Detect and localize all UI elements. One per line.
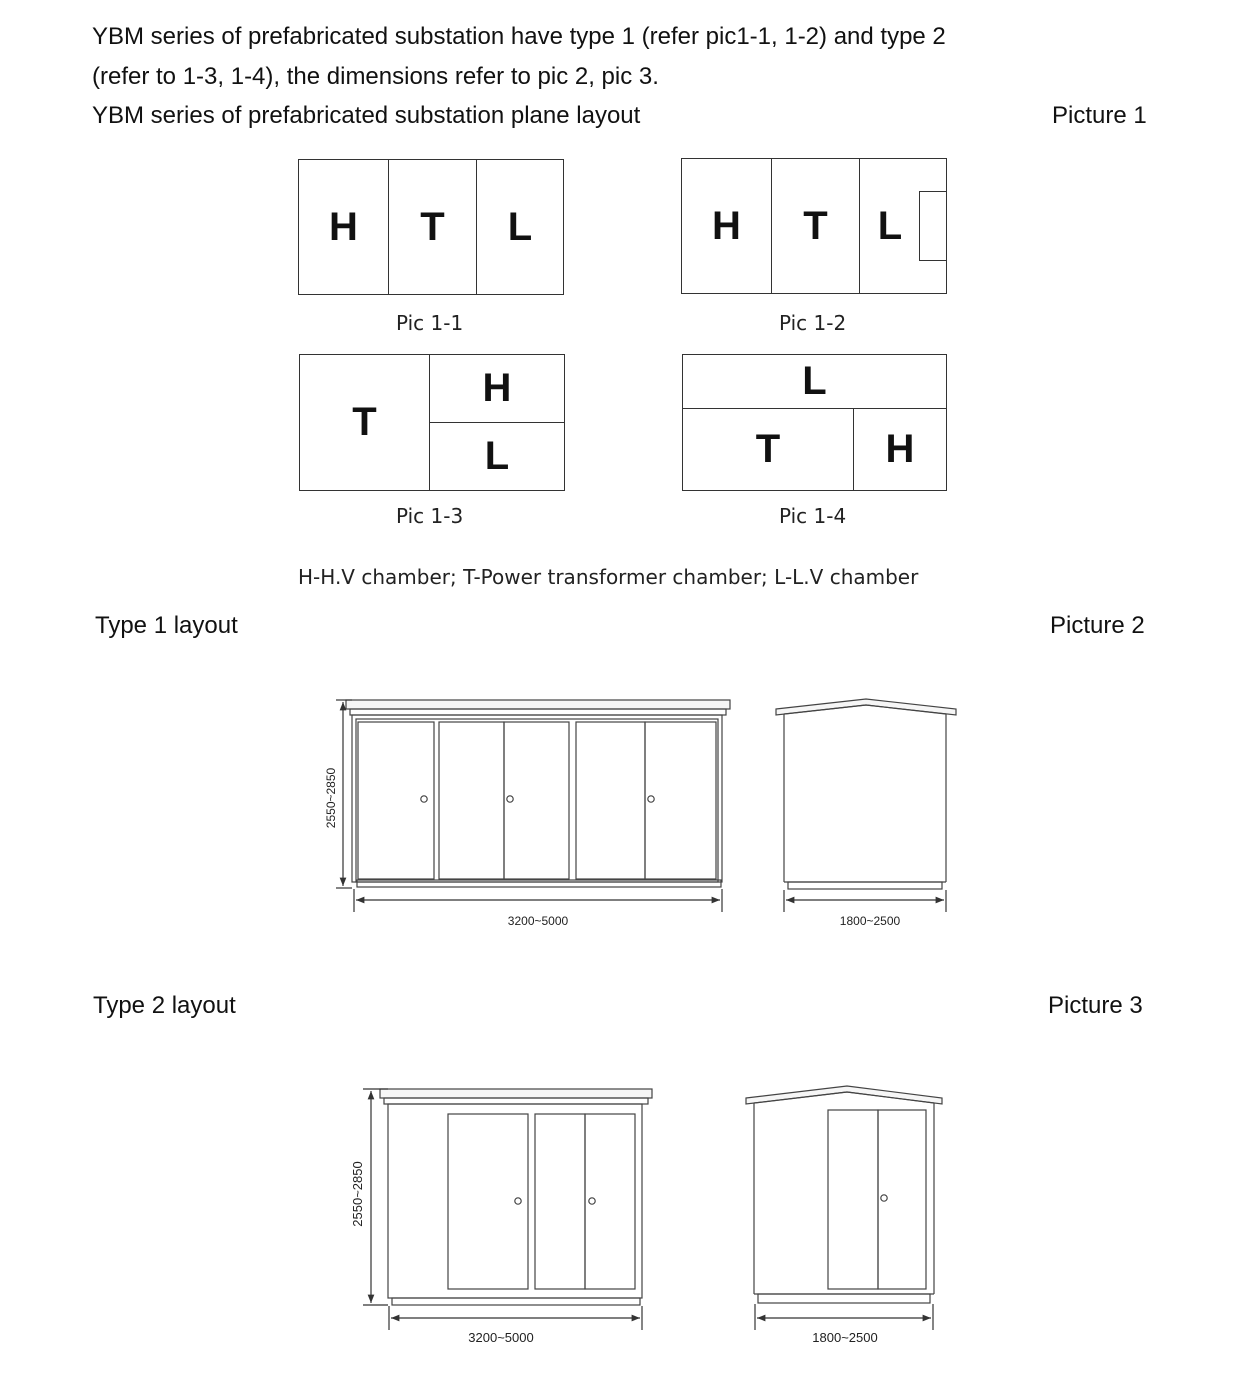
intro-line-1: YBM series of prefabricated substation have type 1 (refer pic1-1, 1-2) and type 2: [92, 23, 946, 50]
type-1-height-label: 2550~2850: [324, 767, 338, 829]
hv-chamber: H: [430, 355, 564, 423]
hv-chamber: H: [682, 159, 772, 293]
transformer-chamber: T: [300, 355, 430, 490]
type-2-width-label: 3200~5000: [468, 1330, 534, 1345]
type-1-width-label: 3200~5000: [507, 914, 569, 928]
type-2-front-view: [380, 1089, 652, 1305]
type-2-width-dimension: [389, 1306, 642, 1330]
picture-3-label: Picture 3: [1048, 992, 1143, 1019]
door-handle: [515, 1198, 521, 1204]
pic-1-3-caption: Pic 1-3: [396, 504, 464, 528]
type-2-side-view: [746, 1086, 942, 1303]
pic-1-4-caption: Pic 1-4: [779, 504, 847, 528]
type-1-layout-title: Type 1 layout: [95, 612, 238, 639]
transformer-chamber: T: [772, 159, 860, 293]
picture-1-label: Picture 1: [1052, 102, 1147, 129]
pic-1-1-caption: Pic 1-1: [396, 311, 464, 335]
plane-layout-heading: YBM series of prefabricated substation plane layout: [92, 102, 641, 129]
type-1-depth-label: 1800~2500: [839, 914, 901, 928]
type-2-height-dimension: [363, 1089, 388, 1305]
lv-chamber: L: [683, 355, 946, 409]
door-handle: [589, 1198, 595, 1204]
lv-chamber: L: [484, 434, 510, 478]
type-2-depth-label: 1800~2500: [812, 1330, 878, 1345]
hv-chamber: H: [885, 427, 915, 471]
type-2-height-label: 2550~2850: [350, 1161, 365, 1227]
type-2-depth-dimension: [755, 1304, 933, 1330]
transformer-chamber: T: [683, 409, 854, 490]
pic-1-2-caption: Pic 1-2: [779, 311, 847, 335]
lv-chamber: L: [877, 203, 903, 248]
transformer-chamber: T: [389, 160, 477, 294]
picture-2-label: Picture 2: [1050, 612, 1145, 639]
door-handle: [881, 1195, 887, 1201]
lv-chamber: L: [507, 204, 533, 249]
hv-chamber: H: [299, 160, 389, 294]
intro-line-2: (refer to 1-3, 1-4), the dimensions refer to pic 2, pic 3.: [92, 63, 659, 90]
type-2-layout-title: Type 2 layout: [93, 992, 236, 1019]
chamber-legend: H-H.V chamber; T-Power transformer chamber; L-L.V chamber: [298, 565, 919, 589]
